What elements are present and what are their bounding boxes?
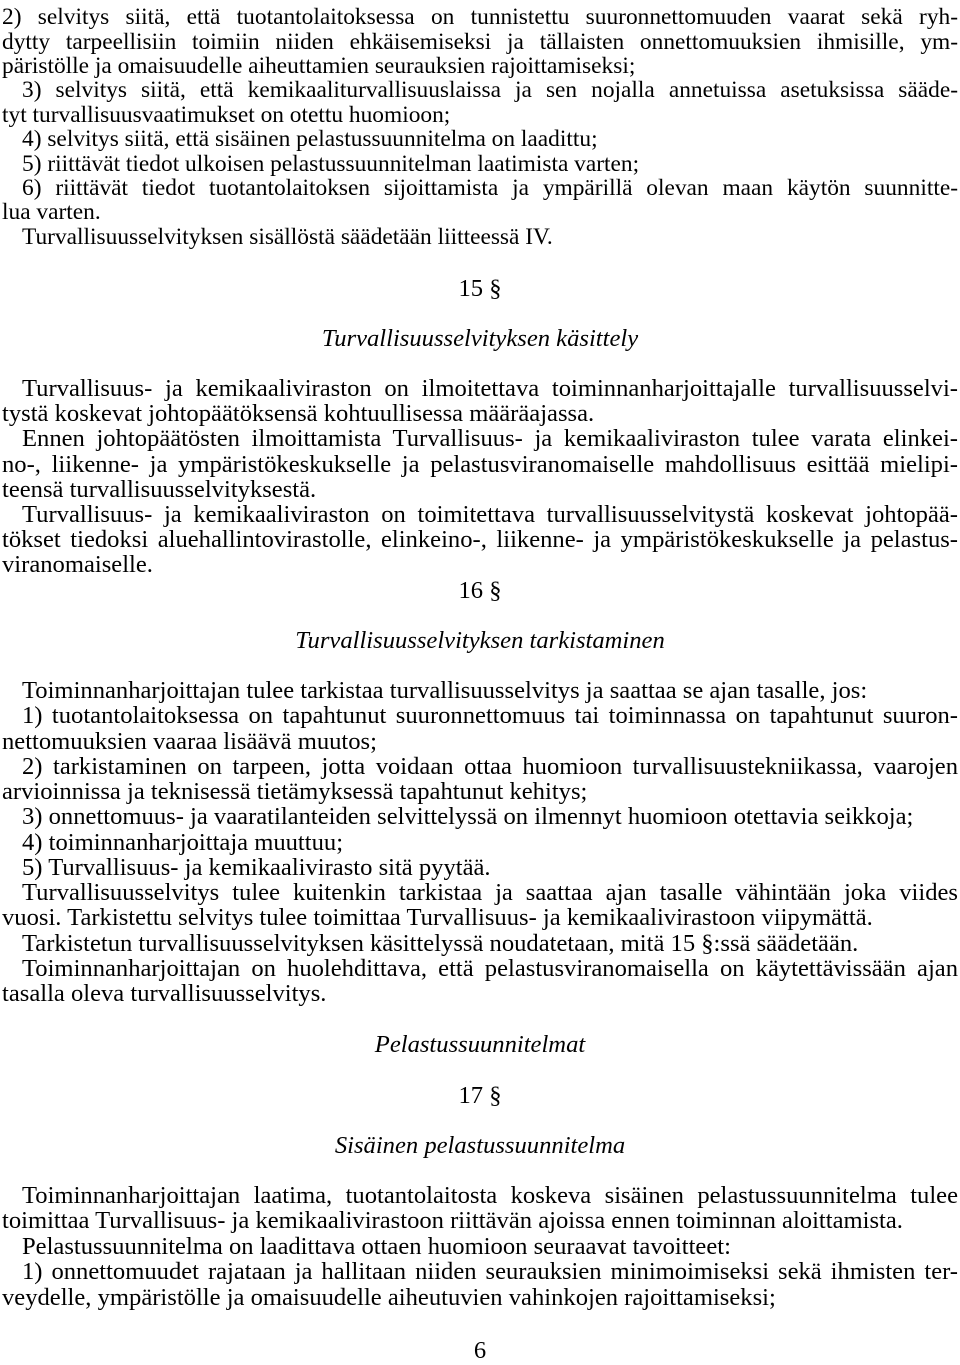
list-item-line: 1) onnettomuudet rajataan ja hallitaan niiden seurauksien minimoimiseksi sekä ihmisten ter- xyxy=(22,1258,958,1285)
list-item-line: nettomuuksien vaaraa lisäävä muutos; xyxy=(2,728,377,755)
list-item-line: arvioinnissa ja teknisessä tietämyksessä tapahtunut kehitys; xyxy=(2,778,588,805)
list-item-line: 1) tuotantolaitoksessa on tapahtunut suuronnettomuus tai toiminnassa on tapahtunut suuron- xyxy=(22,702,958,729)
list-item-line: 4) selvitys siitä, että sisäinen pelastussuunnitelma on laadittu; xyxy=(22,126,598,152)
list-item-line: 2) selvitys siitä, että tuotantolaitoksessa on tunnistettu suuronnettomuuden vaarat sekä ryh- xyxy=(2,4,958,30)
paragraph-line: Tarkistetun turvallisuusselvityksen käsittelyssä noudatetaan, mitä 15 §:ssä säädetään. xyxy=(22,930,859,957)
list-item-line: tyt turvallisuusvaatimukset on otettu huomioon; xyxy=(2,102,451,128)
paragraph-line: Toiminnanharjoittajan tulee tarkistaa turvallisuusselvitys ja saattaa se ajan tasalle, jos: xyxy=(22,677,868,704)
list-item-line: päristölle ja omaisuudelle aiheuttamien seurauksien rajoittamiseksi; xyxy=(2,53,636,79)
list-item-line: lua varten. xyxy=(2,199,101,225)
section-number: 15 § xyxy=(458,275,502,302)
paragraph-line: teensä turvallisuusselvityksestä. xyxy=(2,476,317,503)
paragraph-line: Turvallisuus- ja kemikaaliviraston on toimitettava turvallisuusselvitystä koskevat johtopää- xyxy=(22,501,958,528)
paragraph-line: vuosi. Tarkistettu selvitys tulee toimittaa Turvallisuus- ja kemikaalivirastoon viipymättä. xyxy=(2,904,873,931)
list-item-line: 5) Turvallisuus- ja kemikaalivirasto sitä pyytää. xyxy=(22,854,491,881)
list-item-line: 3) onnettomuus- ja vaaratilanteiden selvittelyssä on ilmennyt huomioon otettavia seikkoja; xyxy=(22,803,914,830)
list-item-line: 6) riittävät tiedot tuotantolaitoksen sijoittamista ja ympärillä olevan maan käytön suunnitte- xyxy=(22,175,958,201)
section-title: Sisäinen pelastussuunnitelma xyxy=(334,1132,626,1159)
page-number: 6 xyxy=(473,1337,487,1364)
paragraph-line: Toiminnanharjoittajan laatima, tuotantolaitosta koskeva sisäinen pelastussuunnitelma tulee xyxy=(22,1182,958,1209)
list-item-line: veydelle, ympäristölle ja omaisuudelle aiheutuvien vahinkojen rajoittamiseksi; xyxy=(2,1284,776,1311)
paragraph-line: Toiminnanharjoittajan on huolehdittava, että pelastusviranomaisella on käytettävissään ajan xyxy=(22,955,958,982)
paragraph-line: no-, liikenne- ja ympäristökeskukselle ja pelastusviranomaiselle mahdollisuus esittää mielipi- xyxy=(2,451,958,478)
list-item-line: 4) toiminnanharjoittaja muuttuu; xyxy=(22,829,344,856)
list-item-line: 5) riittävät tiedot ulkoisen pelastussuunnitelman laatimista varten; xyxy=(22,151,640,177)
annex-reference: Turvallisuusselvityksen sisällöstä säädetään liitteessä IV. xyxy=(22,224,553,250)
list-item-line: dytty tarpeellisiin toimiin niiden ehkäisemiseksi ja tällaisten onnettomuuksien ihmisille, ym- xyxy=(2,29,958,55)
section-title: Turvallisuusselvityksen käsittely xyxy=(321,325,639,352)
paragraph-line: Ennen johtopäätösten ilmoittamista Turvallisuus- ja kemikaaliviraston tulee varata elinkei- xyxy=(22,425,958,452)
list-item-line: 2) tarkistaminen on tarpeen, jotta voidaan ottaa huomioon turvallisuustekniikassa, vaarojen xyxy=(22,753,958,780)
chapter-heading: Pelastussuunnitelmat xyxy=(374,1031,586,1058)
list-item-line: 3) selvitys siitä, että kemikaaliturvallisuuslaissa ja sen nojalla annetuissa asetuksissa sääde- xyxy=(22,77,958,103)
paragraph-line: Turvallisuusselvitys tulee kuitenkin tarkistaa ja saattaa ajan tasalle vähintään joka viides xyxy=(22,879,958,906)
section-number: 17 § xyxy=(458,1082,502,1109)
paragraph-line: tasalla oleva turvallisuusselvitys. xyxy=(2,980,327,1007)
paragraph-line: tystä koskevat johtopäätöksensä kohtuullisessa määräajassa. xyxy=(2,400,595,427)
paragraph-line: Pelastussuunnitelma on laadittava ottaen huomioon seuraavat tavoitteet: xyxy=(22,1233,731,1260)
paragraph-line: toimittaa Turvallisuus- ja kemikaalivirastoon riittävän ajoissa ennen toiminnan aloittamista. xyxy=(2,1207,903,1234)
section-number: 16 § xyxy=(458,577,502,604)
section-title: Turvallisuusselvityksen tarkistaminen xyxy=(295,627,665,654)
paragraph-line: tökset tiedoksi aluehallintovirastolle, elinkeino-, liikenne- ja ympäristökeskukselle ja pelastus- xyxy=(2,526,958,553)
paragraph-line: Turvallisuus- ja kemikaaliviraston on ilmoitettava toiminnanharjoittajalle turvallisuusselvi- xyxy=(22,375,958,402)
paragraph-line: viranomaiselle. xyxy=(2,551,153,578)
